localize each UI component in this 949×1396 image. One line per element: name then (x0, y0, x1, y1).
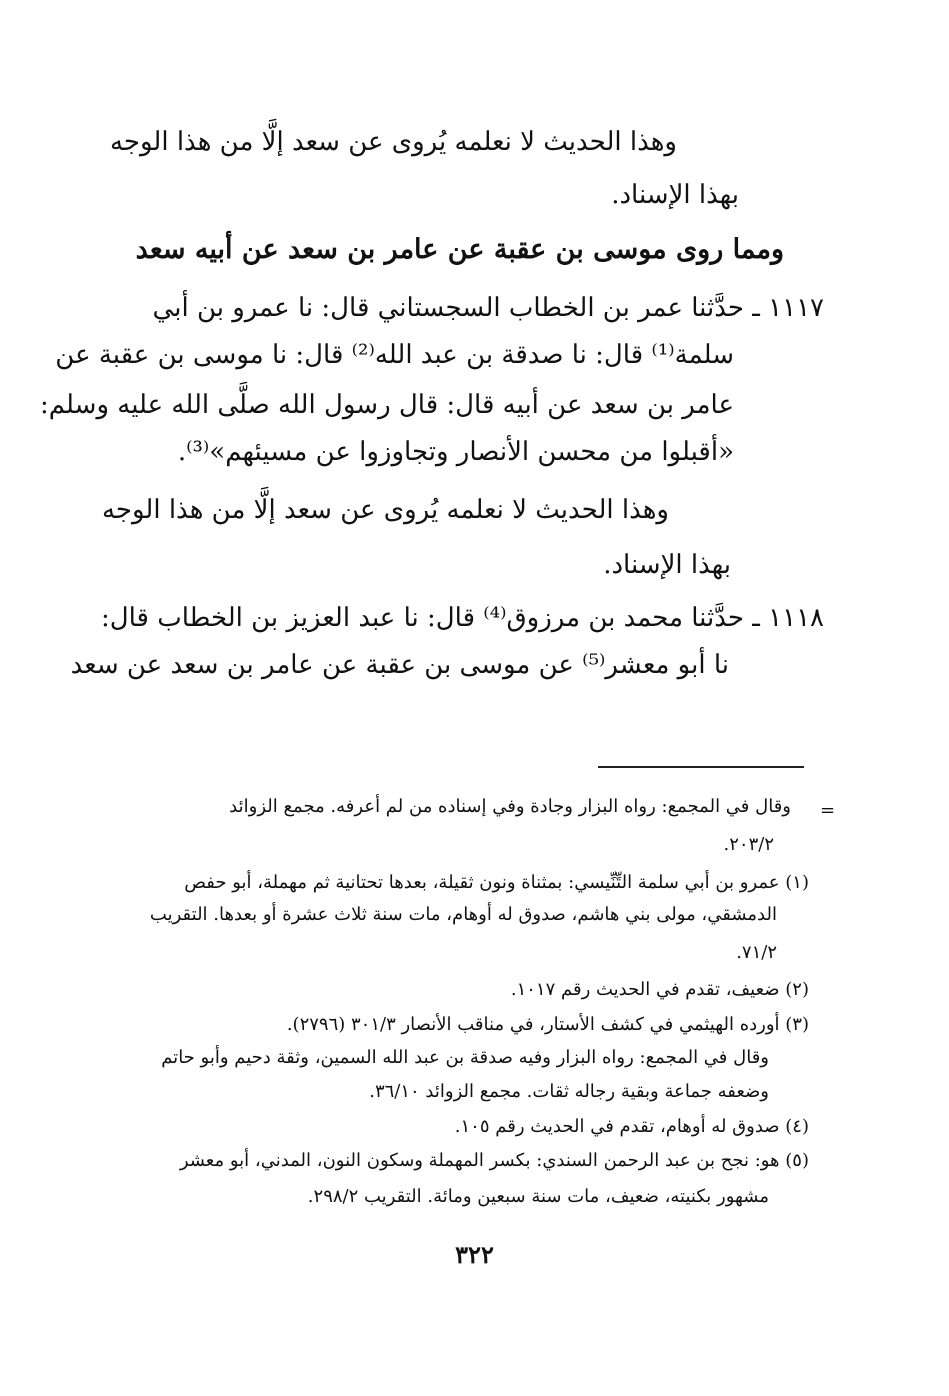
footnote-3: وقال في المجمع: رواه البزار وفيه صدقة بن عبد الله السمين، وثقة دحيم وأبو حاتم (161, 1047, 769, 1068)
page-number: ٣٢٢ (455, 1240, 494, 1269)
footnote-3: (٣) أورده الهيثمي في كشف الأستار، في مناقب الأنصار ٣٠١/٣ (٢٧٩٦). (286, 1014, 809, 1035)
main-text-line: وهذا الحديث لا نعلمه يُروى عن سعد إلَّا من هذا الوجه (101, 495, 669, 525)
footnote-line: ٢٠٣/٢. (723, 834, 774, 855)
footnote-3: وضعفه جماعة وبقية رجاله ثقات. مجمع الزوائد ٣٦/١٠. (369, 1081, 769, 1102)
main-text-line: وهذا الحديث لا نعلمه يُروى عن سعد إلَّا من هذا الوجه (109, 127, 677, 157)
footnote-1: (١) عمرو بن أبي سلمة التِّنِّيسي: بمثناة ونون ثقيلة، بعدها تحتانية ثم مهملة، أبو حفص (184, 872, 809, 893)
footnote-5: مشهور بكنيته، ضعيف، مات سنة سبعين ومائة. التقريب ٢٩٨/٢. (307, 1186, 769, 1207)
main-text-line: بهذا الإسناد. (603, 550, 731, 580)
footnote-line: وقال في المجمع: رواه البزار وجادة وفي إسناده من لم أعرفه. مجمع الزوائد (229, 796, 791, 817)
footnote-1: ٧١/٢. (736, 942, 777, 963)
continuation-mark: = (820, 800, 836, 821)
main-text-line: بهذا الإسناد. (611, 180, 739, 210)
footnote-4: (٤) صدوق له أوهام، تقدم في الحديث رقم ١٠٥. (454, 1116, 809, 1137)
hadith-1118-line: ١١١٨ ـ حدَّثنا محمد بن مرزوق⁽⁴⁾ قال: نا عبد العزيز بن الخطاب قال: (100, 603, 824, 633)
hadith-1117-line: سلمة⁽¹⁾ قال: نا صدقة بن عبد الله⁽²⁾ قال: نا موسى بن عقبة عن (55, 340, 734, 370)
footnote-separator (598, 766, 804, 768)
hadith-1117-line: «أقبلوا من محسن الأنصار وتجاوزوا عن مسيئهم»⁽³⁾. (177, 437, 734, 467)
footnote-1: الدمشقي، مولى بني هاشم، صدوق له أوهام، مات سنة ثلاث عشرة أو بعدها. التقريب (149, 904, 777, 925)
hadith-1118-line: نا أبو معشر⁽⁵⁾ عن موسى بن عقبة عن عامر بن سعد عن سعد (70, 650, 729, 680)
section-heading: ومما روى موسى بن عقبة عن عامر بن سعد عن أبيه سعد (135, 234, 784, 265)
footnote-5: (٥) هو: نجح بن عبد الرحمن السندي: بكسر المهملة وسكون النون، المدني، أبو معشر (179, 1150, 809, 1171)
hadith-1117-line: عامر بن سعد عن أبيه قال: قال رسول الله صلَّى الله عليه وسلم: (39, 390, 734, 420)
footnote-2: (٢) ضعيف، تقدم في الحديث رقم ١٠١٧. (510, 979, 809, 1000)
hadith-1117-line: ١١١٧ ـ حدَّثنا عمر بن الخطاب السجستاني قال: نا عمرو بن أبي (152, 293, 824, 323)
